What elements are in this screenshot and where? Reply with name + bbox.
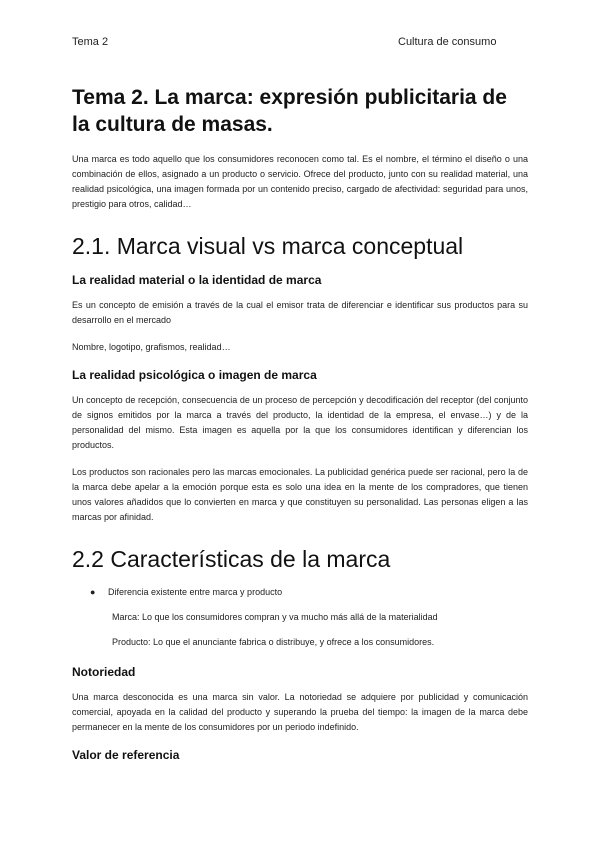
marca-definition: Marca: Lo que los consumidores compran y va mucho más allá de la materialidad xyxy=(112,612,438,622)
section-heading-2-2: 2.2 Características de la marca xyxy=(72,546,391,572)
subheading-imagen: La realidad psicológica o imagen de marca xyxy=(72,368,317,382)
subheading-notoriedad: Notoriedad xyxy=(72,665,136,679)
document-title: Tema 2. La marca: expresión publicitaria de la cultura de masas. xyxy=(72,86,507,136)
producto-definition: Producto: Lo que el anunciante fabrica o distribuye, y ofrece a los consumidores. xyxy=(112,637,435,647)
intro-paragraph: Una marca es todo aquello que los consumidores reconocen como tal. Es el nombre, el término el diseño o una combinación de ellos, asignado a un producto o servicio. Ofrece del producto, junto con su realidad material, una realidad psicológica, una imagen formada por un contenido preciso, cargado de afectividad: seguridad para unos, prestigio para otros, calidad… xyxy=(72,154,528,209)
subheading-valor: Valor de referencia xyxy=(72,748,180,762)
paragraph-elementos: Nombre, logotipo, grafismos, realidad… xyxy=(72,342,231,352)
paragraph-emociones: Los productos son racionales pero las marcas emocionales. La publicidad genérica puede ser racional, pero la de la marca debe apelar a la emoción porque esta es solo una idea en la mente de los compradores, que tienen unos valores añadidos que lo convierten en marca y que constituyen su personalidad. Las personas eligen a las marcas por afinidad. xyxy=(72,467,528,522)
subheading-identidad: La realidad material o la identidad de marca xyxy=(72,273,322,287)
paragraph-identidad: Es un concepto de emisión a través de la cual el emisor trata de diferenciar e identificar sus productos para su desarrollo en el mercado xyxy=(72,300,528,325)
paragraph-notoriedad: Una marca desconocida es una marca sin valor. La notoriedad se adquiere por publicidad y comunicación comercial, apoyada en la calidad del producto y superando la prueba del tiempo: la imagen de la marca debe permanecer en la mente de los consumidores por un periodo indefinido. xyxy=(72,692,528,732)
characteristics-list xyxy=(72,585,528,600)
page-header xyxy=(72,36,528,52)
section-heading-2-1: 2.1. Marca visual vs marca conceptual xyxy=(72,233,464,259)
header-left: Tema 2 xyxy=(72,36,109,48)
paragraph-imagen: Un concepto de recepción, consecuencia de un proceso de percepción y decodificación del receptor (del conjunto de signos emitidos por la marca a través del producto, la identidad de la empresa, el envase…) y de la personalidad del mismo. Esta imagen es aquella por la que los consumidores identifican y diferencian los productos. xyxy=(72,395,528,450)
list-item-text: Diferencia existente entre marca y producto xyxy=(108,587,283,597)
header-right: Cultura de consumo xyxy=(398,36,497,48)
bullet-icon: ● xyxy=(90,587,96,597)
document-body xyxy=(72,84,528,773)
list-item xyxy=(72,585,528,600)
